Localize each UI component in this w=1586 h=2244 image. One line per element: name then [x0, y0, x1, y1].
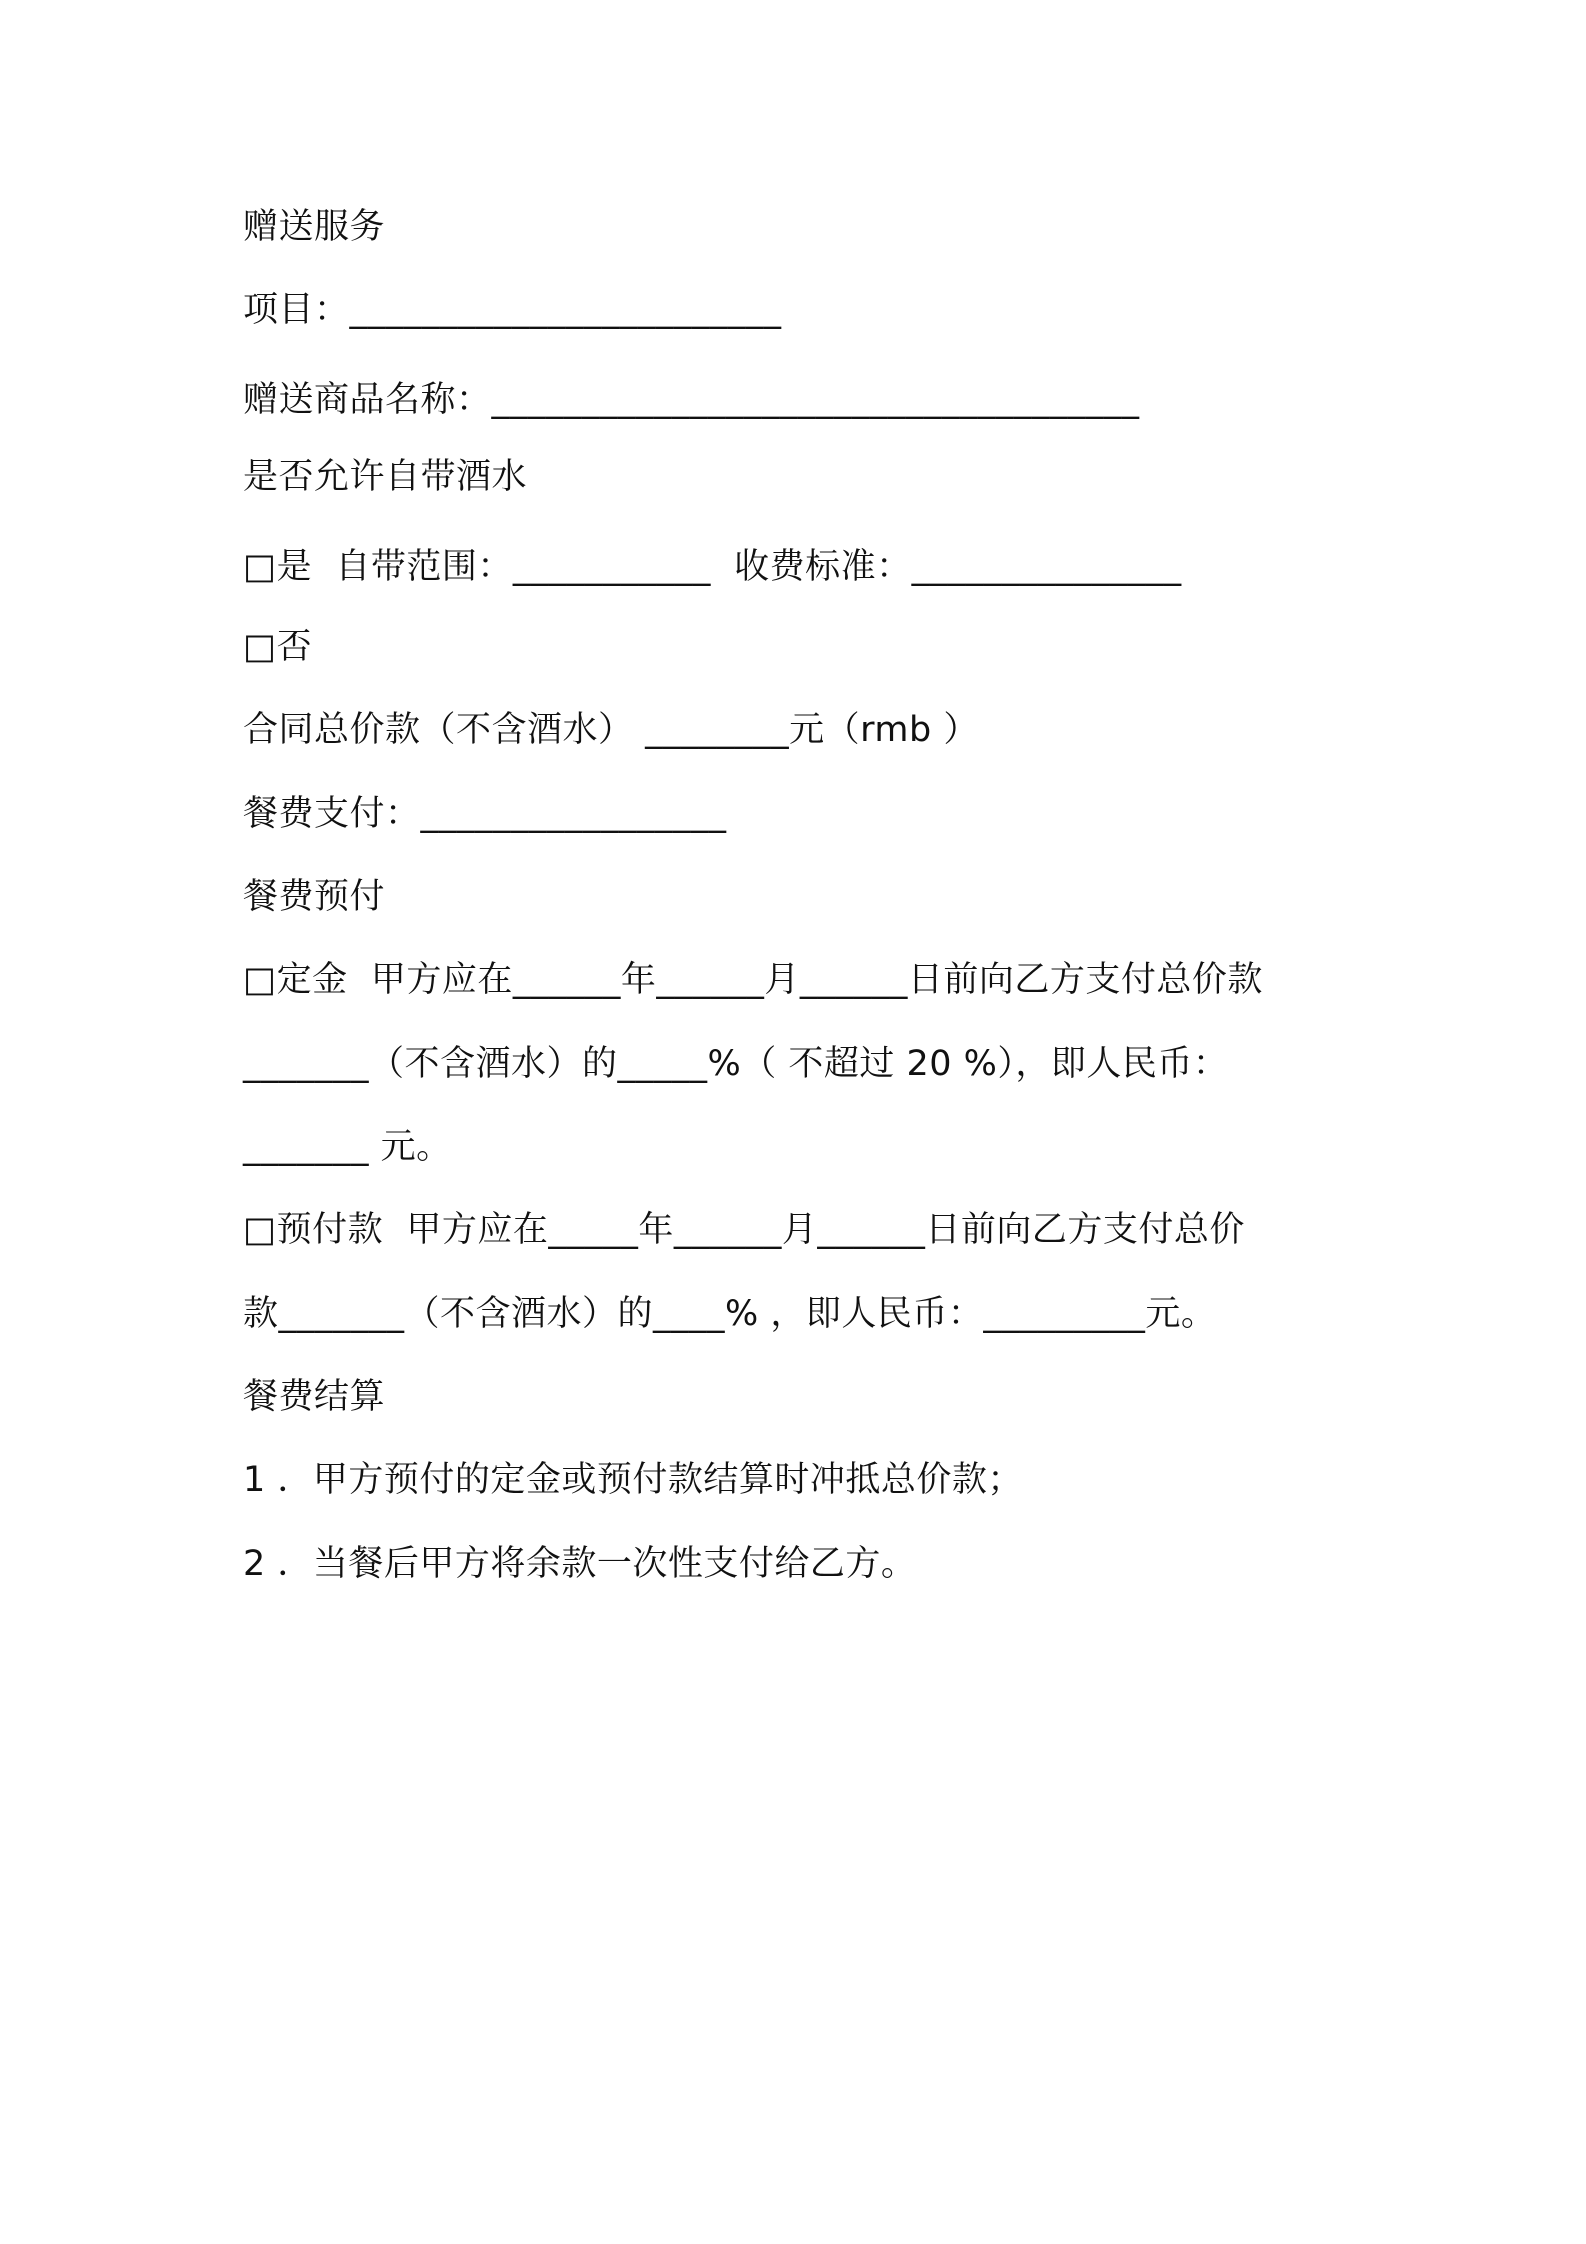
deposit-option-line-2: _______（不含酒水）的_____%（ 不超过 20 %），即人民币：: [243, 1044, 1229, 1084]
deposit-option-line-3: _______ 元。: [243, 1127, 452, 1167]
byob-no-option: □否: [243, 627, 313, 667]
meal-prepay-heading: 餐费预付: [243, 877, 386, 917]
gift-service-heading: 赠送服务: [243, 207, 386, 247]
project-field: 项目：________________________: [243, 290, 782, 330]
byob-heading: 是否允许自带酒水: [243, 457, 528, 497]
deposit-option-line-1: □定金 甲方应在______年______月______日前向乙方支付总价款: [243, 960, 1263, 1000]
byob-yes-option: □是 自带范围：___________ 收费标准：_______________: [243, 547, 1182, 587]
advance-option-line-2: 款_______（不含酒水）的____% ，即人民币：_________元。: [243, 1294, 1217, 1334]
settlement-item-1: 1 ．甲方预付的定金或预付款结算时冲抵总价款；: [243, 1460, 1023, 1500]
settlement-item-2: 2 ．当餐后甲方将余款一次性支付给乙方。: [243, 1544, 917, 1584]
contract-total-field: 合同总价款（不含酒水） ________元（rmb ）: [243, 710, 979, 750]
meal-payment-field: 餐费支付：_________________: [243, 794, 727, 834]
settlement-heading: 餐费结算: [243, 1377, 386, 1417]
advance-option-line-1: □预付款 甲方应在_____年______月______日前向乙方支付总价: [243, 1210, 1245, 1250]
gift-goods-field: 赠送商品名称：____________________________________: [243, 380, 1140, 420]
